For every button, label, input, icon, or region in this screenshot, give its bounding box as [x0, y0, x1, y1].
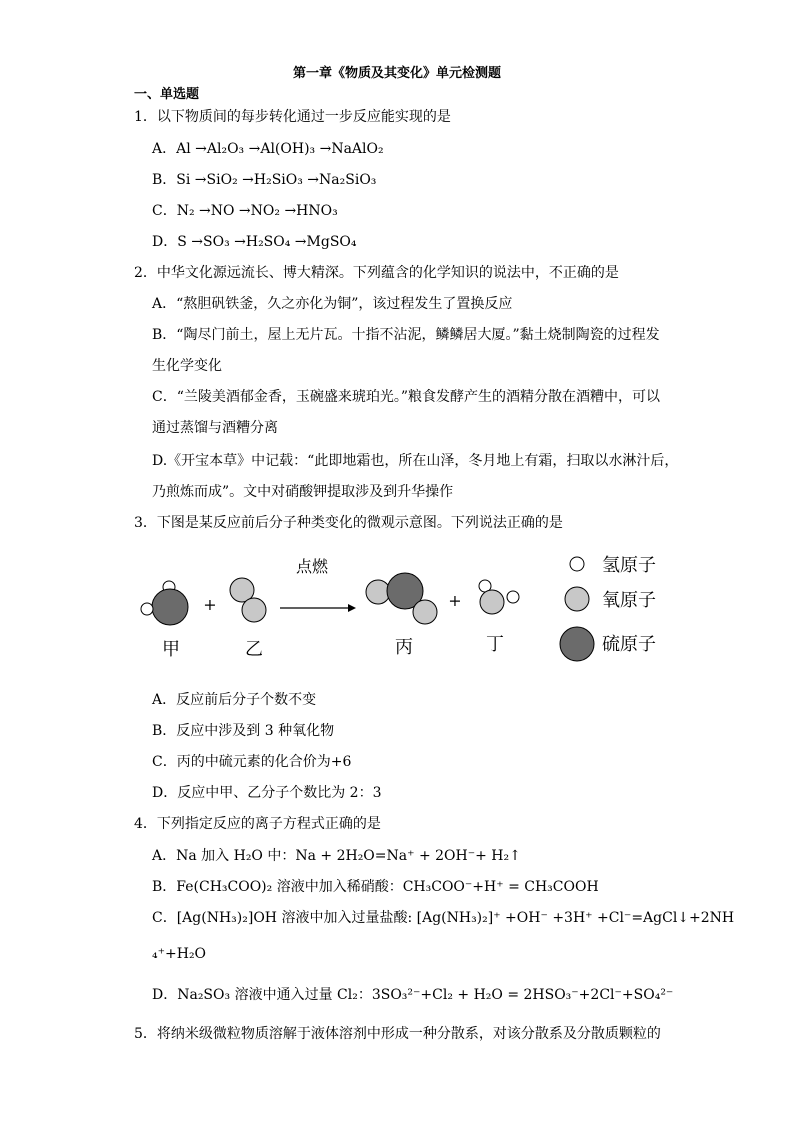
plus-sign: +: [203, 595, 217, 614]
question-5-stem: 5．将纳米级微粒物质溶解于液体溶剂中形成一种分散系，对该分散系及分散质颗粒的: [134, 1026, 661, 1042]
question-3-option-a: A．反应前后分子个数不变: [152, 692, 317, 708]
molecule-jia: [141, 581, 188, 625]
oxygen-atom: [366, 580, 390, 604]
question-4-option-c-line2: ₄⁺+H₂O: [152, 946, 207, 962]
sulfur-atom: [152, 589, 188, 625]
question-2-stem: 2．中华文化源远流长、博大精深。下列蕴含的化学知识的说法中，不正确的是: [134, 265, 619, 281]
oxygen-atom: [480, 590, 504, 614]
question-2-option-d-line1: D.《开宝本草》中记载：“此即地霜也，所在山泽，冬月地上有霜，扫取以水淋汁后，: [152, 453, 679, 469]
question-1-option-a: A．Al →Al₂O₃ →Al(OH)₃ →NaAlO₂: [152, 141, 384, 157]
legend-oxygen-swatch: [565, 587, 589, 611]
question-4-option-a: A．Na 加入 H₂O 中：Na + 2H₂O=Na⁺ + 2OH⁻+ H₂↑: [152, 848, 521, 864]
label-bing: 丙: [395, 637, 413, 658]
oxygen-atom: [242, 598, 266, 622]
question-4-option-d: D．Na₂SO₃ 溶液中通入过量 Cl₂：3SO₃²⁻+Cl₂ + H₂O = 2HSO₃⁻+2Cl⁻+SO₄²⁻: [152, 987, 674, 1003]
question-3-option-b: B．反应中涉及到 3 种氧化物: [152, 723, 335, 739]
reaction-arrow: [280, 604, 356, 612]
question-2-option-a: A．“熬胆矾铁釜，久之亦化为铜”，该过程发生了置换反应: [152, 296, 513, 312]
label-ding: 丁: [486, 634, 504, 655]
arrow-label: 点燃: [295, 557, 329, 576]
legend-oxygen-label: 氧原子: [602, 590, 656, 611]
question-3-stem: 3．下图是某反应前后分子种类变化的微观示意图。下列说法正确的是: [134, 515, 563, 531]
legend: [560, 555, 656, 661]
molecule-ding: [479, 580, 519, 614]
legend-hydrogen-swatch: [570, 557, 584, 571]
question-3-option-c: C．丙的中硫元素的化合价为+6: [152, 754, 352, 770]
question-1-option-d: D．S →SO₃ →H₂SO₄ →MgSO₄: [152, 234, 357, 250]
question-4-option-c-line1: C．[Ag(NH₃)₂]OH 溶液中加入过量盐酸: [Ag(NH₃)₂]⁺ +OH⁻ +3H⁺ +Cl⁻=AgCl↓+2NH: [152, 910, 735, 926]
question-2-option-c-line2: 通过蒸馏与酒糟分离: [152, 420, 278, 436]
hydrogen-atom: [507, 591, 519, 603]
question-3-option-d: D．反应中甲、乙分子个数比为 2：3: [152, 785, 382, 801]
hydrogen-atom: [141, 603, 153, 615]
legend-hydrogen-label: 氢原子: [602, 555, 656, 576]
section-heading: 一、单选题: [134, 87, 200, 102]
molecule-yi: [230, 578, 266, 622]
question-2-option-b-line1: B．“陶尽门前土，屋上无片瓦。十指不沾泥，鳞鳞居大厦。”黏土烧制陶瓷的过程发: [152, 327, 660, 343]
oxygen-atom: [413, 600, 437, 624]
molecule-bing: [366, 573, 437, 624]
question-2-option-d-line2: 乃煎炼而成”。文中对硝酸钾提取涉及到升华操作: [152, 484, 454, 500]
question-2-option-c-line1: C．“兰陵美酒郁金香，玉碗盛来琥珀光。”粮食发酵产生的酒精分散在酒糟中，可以: [152, 389, 661, 405]
legend-sulfur-swatch: [560, 627, 594, 661]
label-yi: 乙: [245, 639, 263, 660]
question-1-option-b: B．Si →SiO₂ →H₂SiO₃ →Na₂SiO₃: [152, 172, 377, 188]
reaction-diagram: [134, 548, 674, 670]
label-jia: 甲: [162, 639, 180, 660]
plus-sign: +: [448, 591, 462, 610]
legend-sulfur-label: 硫原子: [602, 634, 656, 655]
question-1-option-c: C．N₂ →NO →NO₂ →HNO₃: [152, 203, 338, 219]
page-title: 第一章《物质及其变化》单元检测题: [292, 66, 501, 81]
question-4-stem: 4．下列指定反应的离子方程式正确的是: [134, 816, 381, 832]
question-2-option-b-line2: 生化学变化: [152, 358, 222, 374]
question-4-option-b: B．Fe(CH₃COO)₂ 溶液中加入稀硝酸：CH₃COO⁻+H⁺ = CH₃COOH: [152, 879, 599, 895]
question-1-stem: 1．以下物质间的每步转化通过一步反应能实现的是: [134, 109, 451, 125]
